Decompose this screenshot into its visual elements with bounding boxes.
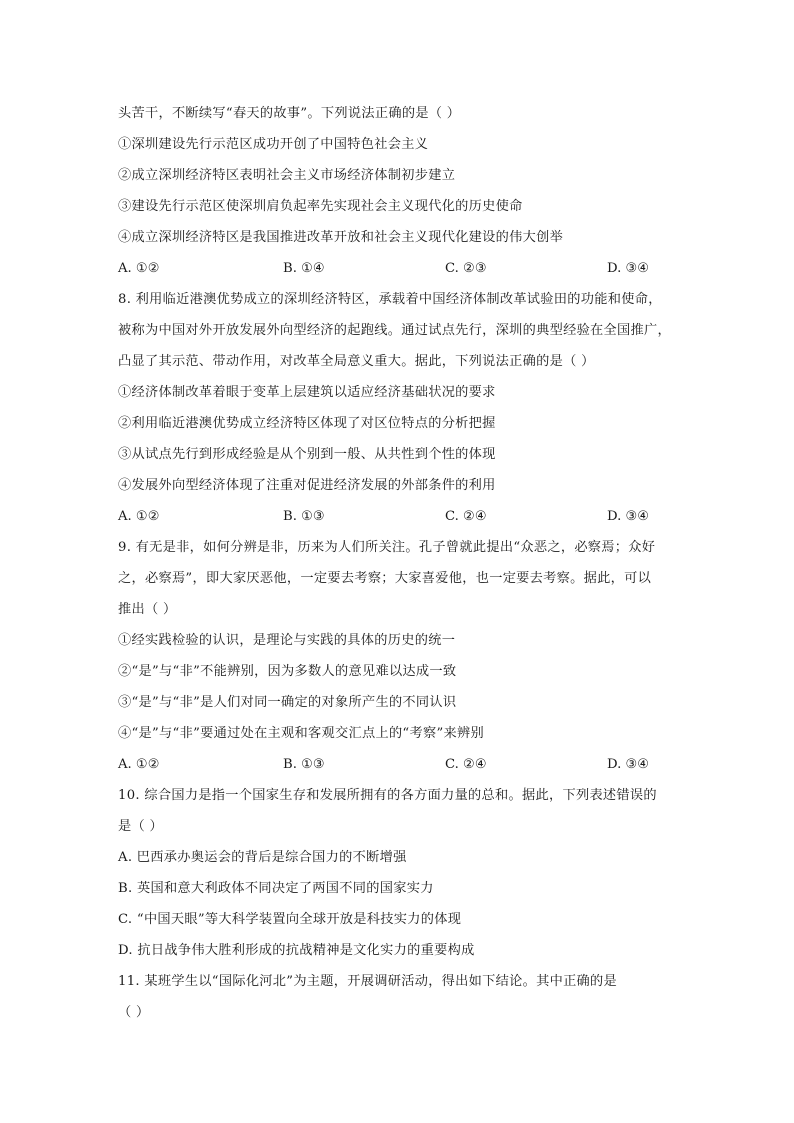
- option-a[interactable]: A. ①②: [118, 261, 160, 276]
- option-a[interactable]: A. 巴西承办奥运会的背后是综合国力的不断增强: [118, 850, 407, 865]
- option-c[interactable]: C. ②④: [445, 757, 487, 772]
- question-stem-line: 头苦干，不断续写“春天的故事”。下列说法正确的是（ ）: [118, 106, 461, 121]
- question-stem-line: （ ）: [118, 1005, 150, 1020]
- statement-4: ④成立深圳经济特区是我国推进改革开放和社会主义现代化建设的伟大创举: [118, 230, 564, 245]
- answer-options: [118, 749, 678, 780]
- option-d[interactable]: D. ③④: [607, 757, 650, 772]
- question-stem-line: 10. 综合国力是指一个国家生存和发展所拥有的各方面力量的总和。据此，下列表述错误的: [118, 788, 657, 803]
- option-c[interactable]: C. “中国天眼”等大科学装置向全球开放是科技实力的体现: [118, 912, 462, 927]
- option-b[interactable]: B. ①④: [283, 261, 325, 276]
- statement-2: ②成立深圳经济特区表明社会主义市场经济体制初步建立: [118, 168, 456, 183]
- statement-3: ③建设先行示范区使深圳肩负起率先实现社会主义现代化的历史使命: [118, 199, 523, 214]
- question-8: [118, 284, 678, 532]
- statement-3: ③从试点先行到形成经验是从个别到一般、从共性到个性的体现: [118, 447, 496, 462]
- question-stem-line: 凸显了其示范、带动作用，对改革全局意义重大。据此，下列说法正确的是（ ）: [118, 354, 595, 369]
- question-stem-line: 9. 有无是非，如何分辨是非，历来为人们所关注。孔子曾就此提出“众恶之，必察焉；众好: [118, 540, 656, 555]
- statement-1: ①经济体制改革着眼于变革上层建筑以适应经济基础状况的要求: [118, 385, 496, 400]
- question-11: [118, 966, 678, 1028]
- option-b[interactable]: B. ①③: [283, 757, 325, 772]
- statement-2: ②“是”与“非”不能辨别，因为多数人的意见难以达成一致: [118, 664, 457, 679]
- option-a[interactable]: A. ①②: [118, 509, 160, 524]
- question-stem-line: 之，必察焉”，即大家厌恶他，一定要去考察；大家喜爱他，也一定要去考察。据此，可以: [118, 571, 652, 586]
- option-a[interactable]: A. ①②: [118, 757, 160, 772]
- question-7: [118, 98, 678, 284]
- option-b[interactable]: B. ①③: [283, 509, 325, 524]
- question-stem-line: 推出（ ）: [118, 602, 177, 617]
- answer-options: [118, 253, 678, 284]
- option-c[interactable]: C. ②④: [445, 509, 487, 524]
- question-10: [118, 780, 678, 966]
- question-9: [118, 532, 678, 780]
- question-stem-line: 被称为中国对外开放发展外向型经济的起跑线。通过试点先行，深圳的典型经验在全国推广，: [118, 323, 671, 338]
- option-c[interactable]: C. ②③: [445, 261, 487, 276]
- question-stem-line: 11. 某班学生以“国际化河北”为主题，开展调研活动，得出如下结论。其中正确的是: [118, 974, 618, 989]
- option-d[interactable]: D. 抗日战争伟大胜利形成的抗战精神是文化实力的重要构成: [118, 943, 475, 958]
- answer-options: [118, 501, 678, 532]
- option-b[interactable]: B. 英国和意大利政体不同决定了两国不同的国家实力: [118, 881, 434, 896]
- statement-4: ④“是”与“非”要通过处在主观和客观交汇点上的“考察”来辨别: [118, 726, 484, 741]
- statement-2: ②利用临近港澳优势成立经济特区体现了对区位特点的分析把握: [118, 416, 496, 431]
- option-d[interactable]: D. ③④: [607, 509, 650, 524]
- document-page: [118, 98, 678, 1028]
- statement-1: ①经实践检验的认识，是理论与实践的具体的历史的统一: [118, 633, 456, 648]
- option-d[interactable]: D. ③④: [607, 261, 650, 276]
- statement-4: ④发展外向型经济体现了注重对促进经济发展的外部条件的利用: [118, 478, 496, 493]
- statement-1: ①深圳建设先行示范区成功开创了中国特色社会主义: [118, 137, 429, 152]
- statement-3: ③“是”与“非”是人们对同一确定的对象所产生的不同认识: [118, 695, 457, 710]
- question-stem-line: 8. 利用临近港澳优势成立的深圳经济特区，承载着中国经济体制改革试验田的功能和使命，: [118, 292, 662, 307]
- question-stem-line: 是（ ）: [118, 819, 163, 834]
